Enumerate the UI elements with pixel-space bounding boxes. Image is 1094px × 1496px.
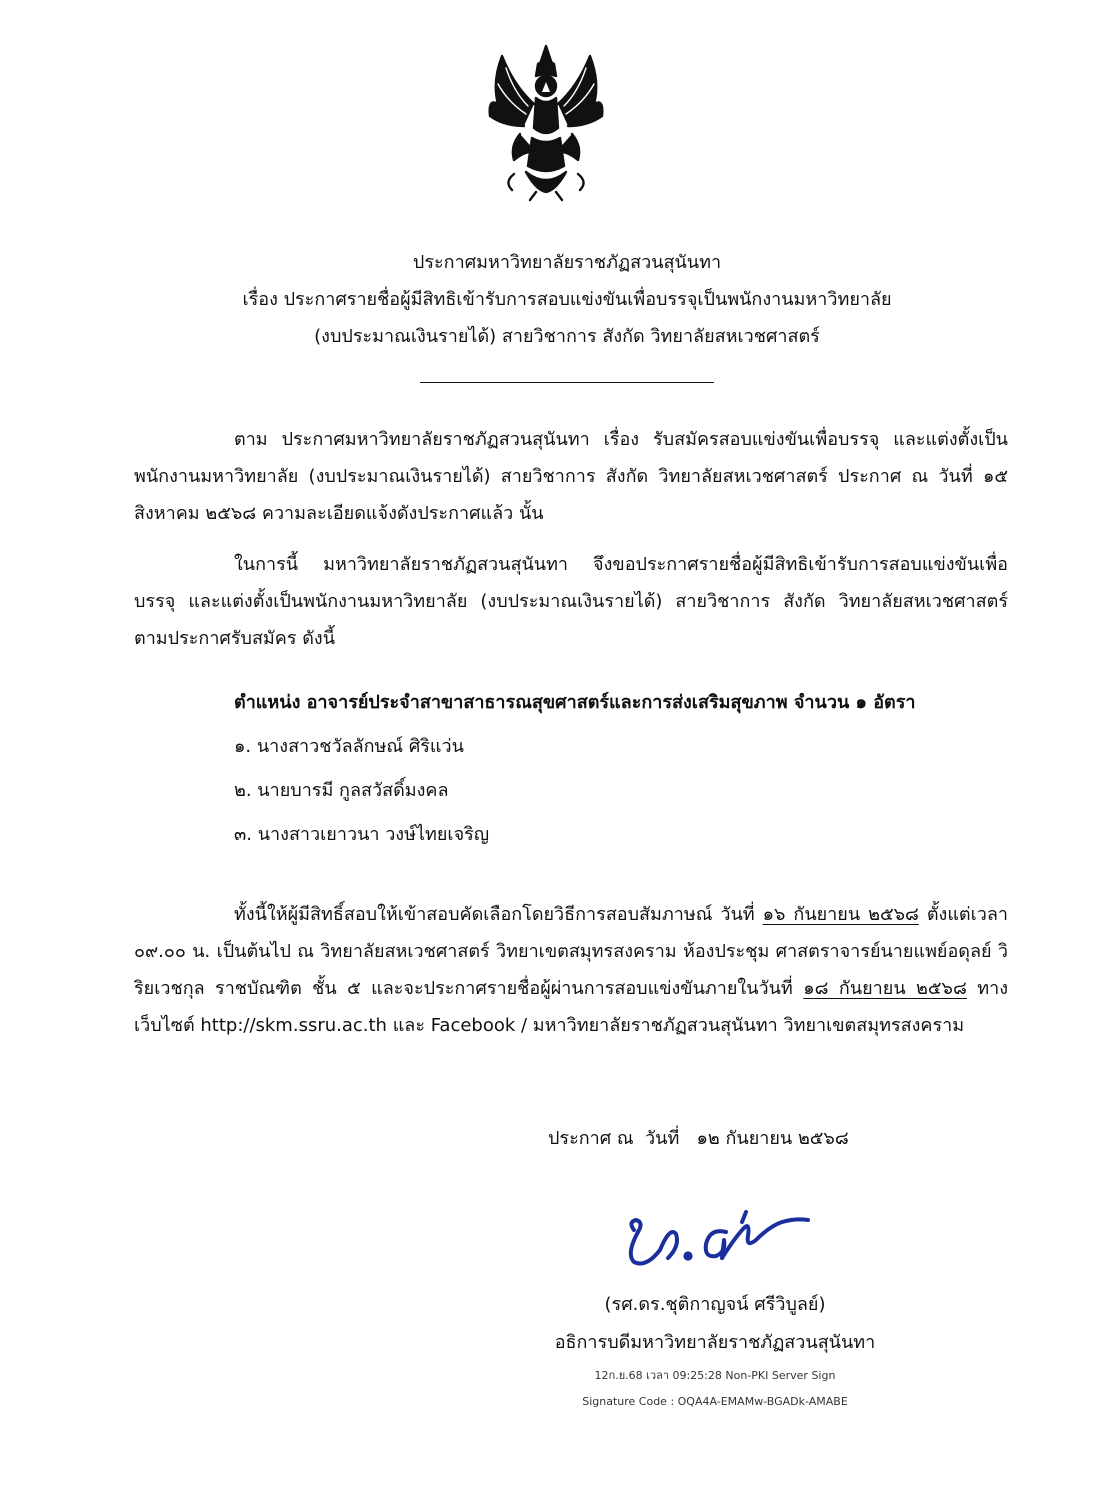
paragraph-reference: ตาม ประกาศมหาวิทยาลัยราชภัฏสวนสุนันทา เรื่อง รับสมัครสอบแข่งขันเพื่อบรรจุ และแต่งตั้งเป็นพนักงานมหาวิทยาลัย (งบประมาณเงินรายได้) สายวิชาการ สังกัด วิทยาลัยสหเวชศาสตร์ ประกาศ ณ วันที่ ๑๕ สิงหาคม ๒๕๖๘ ความละเอียดแจ้งดังประกาศแล้ว นั้น	[134, 429, 1008, 524]
position-heading: ตำแหน่ง อาจารย์ประจำสาขาสาธารณสุขศาสตร์และการส่งเสริมสุขภาพ จำนวน ๑ อัตรา	[234, 692, 916, 713]
candidate-item: ๑. นางสาวชวัลลักษณ์ ศิริแว่น	[234, 736, 464, 757]
title-divider	[420, 382, 714, 383]
signer-name: (รศ.ดร.ชุติกาญจน์ ศรีวิบูลย์)	[604, 1294, 826, 1315]
result-date: ๑๘ กันยายน ๒๕๖๘	[803, 978, 967, 999]
candidate-item: ๒. นายบารมี กูลสวัสดิ์มงคล	[234, 780, 449, 801]
subject-line-2: (งบประมาณเงินรายได้) สายวิชาการ สังกัด วิทยาลัยสหเวชศาสตร์	[314, 326, 820, 347]
signature-image	[620, 1192, 830, 1276]
signature-code: Signature Code : OQA4A-EMAMw-BGADk-AMABE	[582, 1395, 848, 1408]
signer-title: อธิการบดีมหาวิทยาลัยราชภัฏสวนสุนันทา	[554, 1332, 876, 1353]
exam-text-part2: ตั้งแต่เวลา ๐๙.๐๐ น. เป็นต้นไป ณ วิทยาลัยสหเวชศาสตร์ วิทยาเขตสมุทรสงคราม ห้องประชุม ศาสตราจารย์นายแพย์อดุลย์ วิริยเวชกุล ราชบัณฑิต ชั้น ๕ และจะประกาศรายชื่อผู้ผ่านการสอบแข่งขันภายในวันที่	[134, 904, 1009, 999]
announce-date: ประกาศ ณ วันที่ ๑๒ กันยายน ๒๕๖๘	[548, 1128, 849, 1149]
interview-date: ๑๖ กันยายน ๒๕๖๘	[762, 904, 919, 925]
paragraph-exam-details	[134, 896, 1008, 1044]
subject-line-1: เรื่อง ประกาศรายชื่อผู้มีสิทธิเข้ารับการสอบแข่งขันเพื่อบรรจุเป็นพนักงานมหาวิทยาลัย	[242, 289, 892, 310]
garuda-emblem-icon	[484, 42, 608, 202]
exam-text-part1: ทั้งนี้ให้ผู้มีสิทธิ์สอบให้เข้าสอบคัดเลือกโดยวิธีการสอบสัมภาษณ์ วันที่	[234, 904, 763, 925]
announcement-title: ประกาศมหาวิทยาลัยราชภัฏสวนสุนันทา	[412, 252, 722, 273]
paragraph-announcement: ในการนี้ มหาวิทยาลัยราชภัฏสวนสุนันทา จึงขอประกาศรายชื่อผู้มีสิทธิเข้ารับการสอบแข่งขันเพื่อบรรจุ และแต่งตั้งเป็นพนักงานมหาวิทยาลัย (งบประมาณเงินรายได้) สายวิชาการ สังกัด วิทยาลัยสหเวชศาสตร์ ตามประกาศรับสมัคร ดังนี้	[134, 554, 1008, 649]
candidate-item: ๓. นางสาวเยาวนา วงษ์ไทยเจริญ	[234, 824, 490, 845]
exam-text-part3: ทางเว็บไซต์ http://skm.ssru.ac.th และ Facebook / มหาวิทยาลัยราชภัฏสวนสุนันทา วิทยาเขตสมุทรสงคราม	[134, 978, 1009, 1036]
sign-meta: 12ก.ย.68 เวลา 09:25:28 Non-PKI Server Sign	[594, 1369, 836, 1382]
